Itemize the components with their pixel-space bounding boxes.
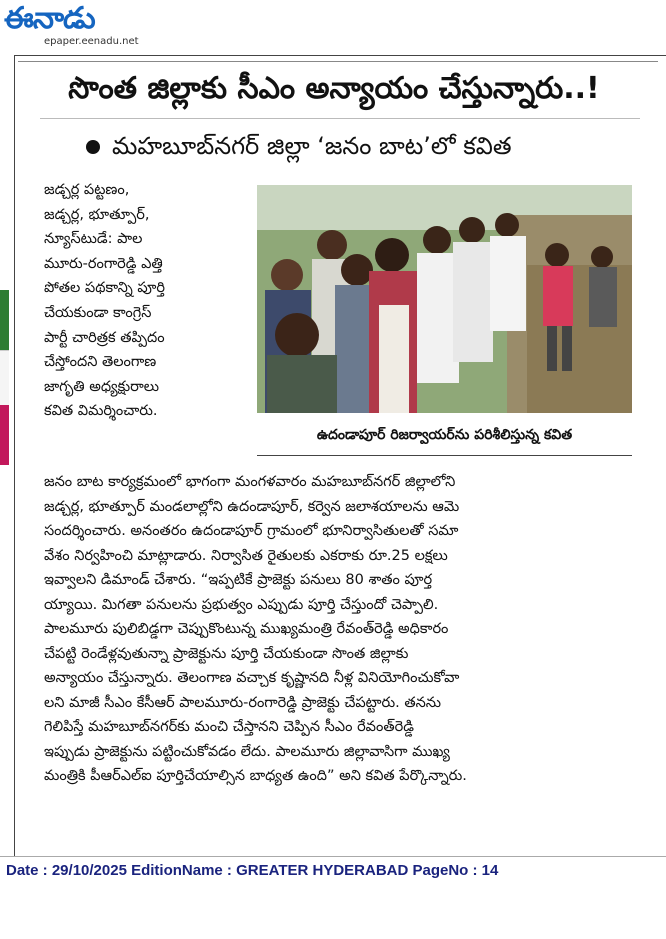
body-line: జనం బాట కార్యక్రమంలో భాగంగా మంగళవారం మహబూబ్‌నగర్ జిల్లాలోని bbox=[44, 474, 456, 490]
body-line: మంత్రికి పీఆర్ఎల్ఐ పూర్తిచేయాల్సిన బాధ్యత ఉంది” అని కవిత పేర్కొన్నారు. bbox=[44, 768, 467, 784]
body-line: పాలమూరు పులిబిడ్డగా చెప్పుకొంటున్న ముఖ్యమంత్రి రేవంత్‌రెడ్డి అధికారం bbox=[44, 621, 449, 637]
intro-line: పార్టీ చారిత్రక తప్పిదం bbox=[44, 329, 165, 346]
intro-line: కవిత విమర్శించారు. bbox=[44, 403, 158, 420]
edition-footer: Date : 29/10/2025 EditionName : GREATER HYDERABAD PageNo : 14 bbox=[6, 862, 499, 879]
news-photo bbox=[257, 185, 632, 413]
divider bbox=[0, 856, 666, 857]
masthead bbox=[4, 2, 144, 54]
newspaper-logo: ఈనాడు bbox=[4, 1, 95, 36]
body-line: వేశం నిర్వహించి మాట్లాడారు. నిర్వాసిత రైతులకు ఎకరాకు రూ.25 లక్షలు bbox=[44, 547, 448, 564]
bullet-icon bbox=[86, 140, 100, 154]
body-line: చేపట్టి రెండేళ్లవుతున్నా ప్రాజెక్టును పూర్తి చేయకుండా సొంత జిల్లాకు bbox=[44, 645, 409, 662]
photo-caption: ఉదండాపూర్ రిజర్వాయర్‌ను పరిశీలిస్తున్న కవిత bbox=[316, 427, 573, 443]
body-line: లని మాజీ సీఎం కేసీఆర్ పాలమూరు-రంగారెడ్డి ప్రాజెక్టు చేపట్టారు. తనను bbox=[44, 694, 442, 711]
epaper-site-label: epaper.eenadu.net bbox=[44, 36, 139, 47]
crowd-photo-illustration bbox=[257, 185, 632, 413]
subheadline-text: మహబూబ్‌నగర్ జిల్లా ‘జనం బాట’లో కవిత bbox=[112, 132, 512, 160]
intro-line: జడ్చర్ల పట్టణం, bbox=[44, 182, 130, 198]
body-line: సందర్శించారు. అనంతరం ఉదండాపూర్ గ్రామంలో భూనిర్వాసితులతో సమా bbox=[44, 523, 459, 539]
body-line: య్యాయి. మిగతా పనులను ప్రభుత్వం ఎప్పుడు పూర్తి చేస్తుందో చెప్పాలి. bbox=[44, 596, 439, 613]
intro-line: చేయకుండా కాంగ్రెస్ bbox=[44, 304, 152, 321]
adjacent-article-strip bbox=[0, 290, 9, 465]
intro-line: మూరు-రంగారెడ్డి ఎత్తి bbox=[44, 255, 163, 272]
intro-line: చేస్తోందని తెలంగాణ bbox=[44, 354, 157, 371]
body-line: అన్యాయం చేస్తున్నారు. తెలంగాణ వచ్చాక కృష్ణానది నీళ్ల వినియోగించుకోవా bbox=[44, 670, 460, 686]
subheadline bbox=[86, 126, 646, 166]
article-body bbox=[44, 470, 646, 850]
divider bbox=[18, 61, 658, 62]
divider bbox=[40, 118, 640, 119]
body-line: ఇవ్వాలని డిమాండ్ చేశారు. “ఇప్పటికే ప్రాజెక్టు పనులు 80 శాతం పూర్త bbox=[44, 572, 433, 588]
body-line: గెలిపిస్తే మహబూబ్‌నగర్‌కు మంచి చేస్తానని చెప్పిన సీఎం రేవంత్‌రెడ్డి bbox=[44, 719, 414, 735]
intro-column bbox=[44, 178, 246, 478]
intro-line: జడ్చర్ల, భూత్పూర్, bbox=[44, 206, 150, 223]
intro-line: జాగృతి అధ్యక్షురాలు bbox=[44, 378, 160, 395]
divider bbox=[257, 455, 632, 456]
headline: సొంత జిల్లాకు సీఎం అన్యాయం చేస్తున్నారు..! bbox=[68, 71, 600, 106]
intro-line: న్యూస్‌టుడే: పాల bbox=[44, 231, 143, 248]
intro-line: పోతల పథకాన్ని పూర్తి bbox=[44, 280, 165, 297]
body-line: జడ్చర్ల, భూత్పూర్ మండలాల్లోని ఉదండాపూర్, కర్వెన జలాశయాలను ఆమె bbox=[44, 498, 460, 515]
body-line: ఇప్పుడు ప్రాజెక్టును పట్టించుకోవడం లేదు. పాలమూరు జిల్లావాసిగా ముఖ్య bbox=[44, 743, 450, 760]
